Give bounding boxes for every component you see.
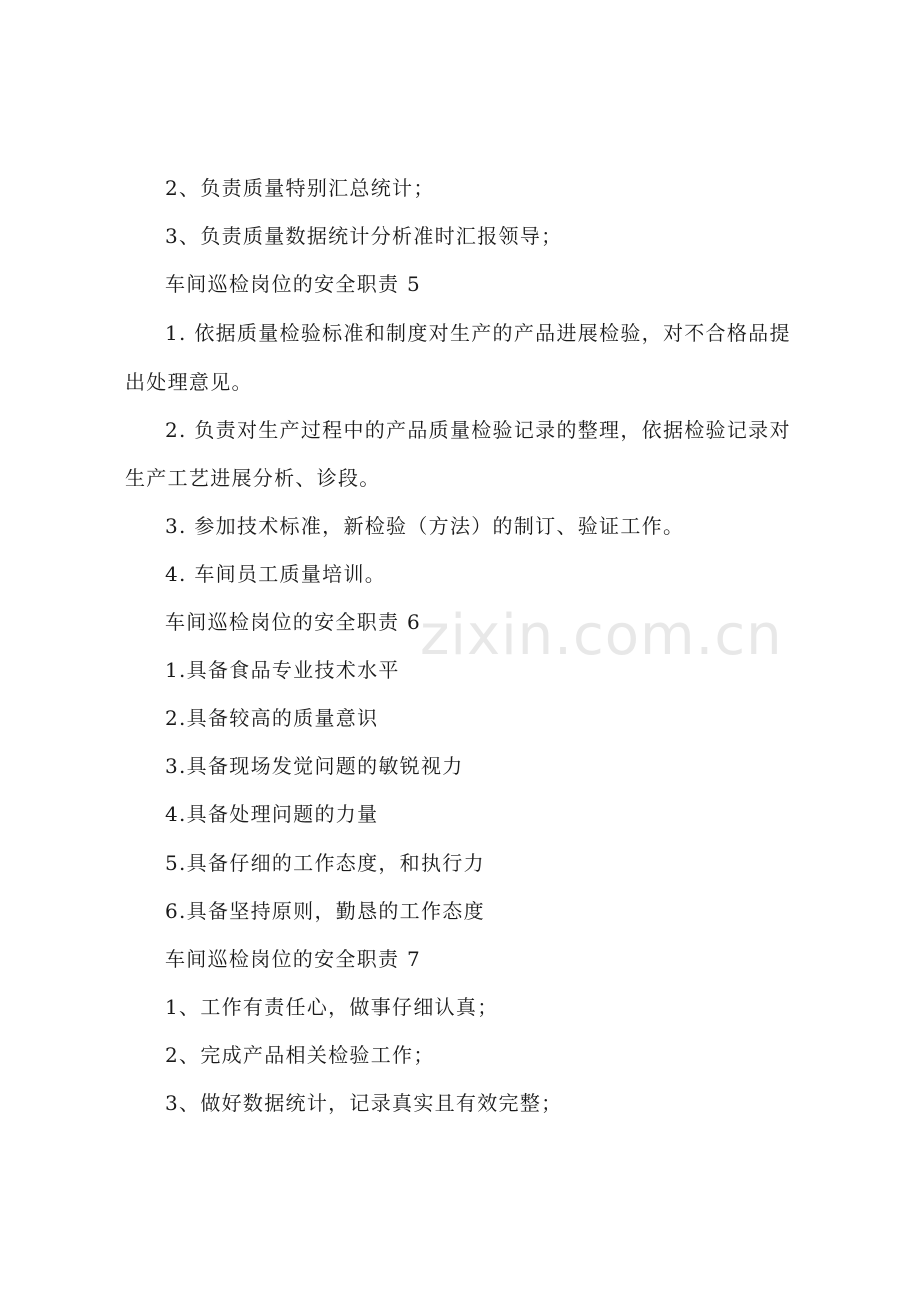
list-item: 4.具备处理问题的力量 xyxy=(165,802,379,826)
list-item: 6.具备坚持原则，勤恳的工作态度 xyxy=(165,899,485,923)
list-item: 1、工作有责任心，做事仔细认真； xyxy=(165,995,499,1019)
list-item: 5.具备仔细的工作态度，和执行力 xyxy=(165,851,485,875)
list-item: 3.具备现场发觉问题的敏锐视力 xyxy=(165,754,464,778)
section-heading: 车间巡检岗位的安全职责 6 xyxy=(165,610,421,634)
list-item: 2. 负责对生产过程中的产品质量检验记录的整理，依据检验记录对 xyxy=(165,418,791,442)
list-item: 3、做好数据统计，记录真实且有效完整； xyxy=(165,1091,563,1115)
list-item: 4. 车间员工质量培训。 xyxy=(165,562,387,586)
list-item: 2.具备较高的质量意识 xyxy=(165,706,379,730)
list-item: 1. 依据质量检验标准和制度对生产的产品进展检验，对不合格品提 xyxy=(165,321,791,345)
section-heading: 车间巡检岗位的安全职责 5 xyxy=(165,272,421,296)
list-item: 1.具备食品专业技术水平 xyxy=(165,658,400,682)
list-item-continuation: 出处理意见。 xyxy=(125,370,253,394)
list-item: 3、负责质量数据统计分析准时汇报领导； xyxy=(165,224,563,248)
list-item-continuation: 生产工艺进展分析、诊段。 xyxy=(125,466,381,490)
section-heading: 车间巡检岗位的安全职责 7 xyxy=(165,947,421,971)
list-item: 3. 参加技术标准，新检验（方法）的制订、验证工作。 xyxy=(165,514,685,538)
list-item: 2、负责质量特别汇总统计； xyxy=(165,176,435,200)
watermark: zixin.com.cn xyxy=(420,603,783,668)
list-item: 2、完成产品相关检验工作； xyxy=(165,1043,435,1067)
